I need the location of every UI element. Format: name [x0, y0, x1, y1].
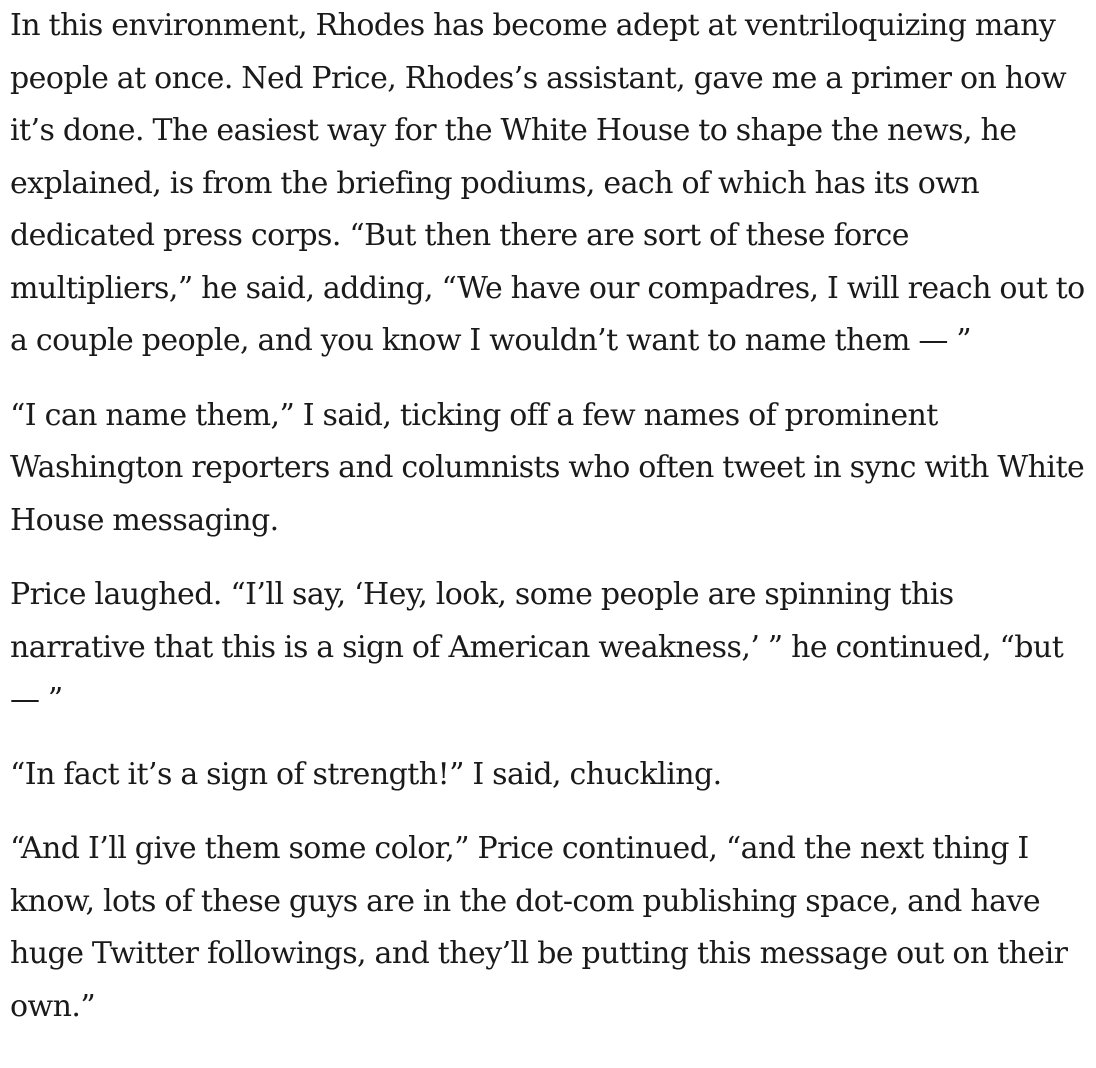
paragraph-3: Price laughed. “I’ll say, ‘Hey, look, some people are spinning this narrative that this is a sign of American weakness,’ ” he continued, “but — ”	[10, 577, 1064, 717]
paragraph-5: “And I’ll give them some color,” Price continued, “and the next thing I know, lots of these guys are in the dot-com publishing space, and have huge Twitter followings, and they’ll be putting this message out on their own.”	[10, 831, 1068, 1024]
paragraph-1: In this environment, Rhodes has become adept at ventriloquizing many people at once. Ned Price, Rhodes’s assistant, gave me a primer on how it’s done. The easiest way for the White House to shape the news, he explained, is from the briefing podiums, each of which has its own dedicated press corps. “But then there are sort of these force multipliers,” he said, adding, “We have our compadres, I will reach out to a couple people, and you know I wouldn’t want to name them — ”	[10, 8, 1085, 358]
article-body	[10, 0, 1090, 1055]
paragraph-2: “I can name them,” I said, ticking off a few names of prominent Washington reporters and columnists who often tweet in sync with White House messaging.	[10, 397, 1085, 538]
paragraph-4: “In fact it’s a sign of strength!” I said, chuckling.	[10, 756, 722, 792]
